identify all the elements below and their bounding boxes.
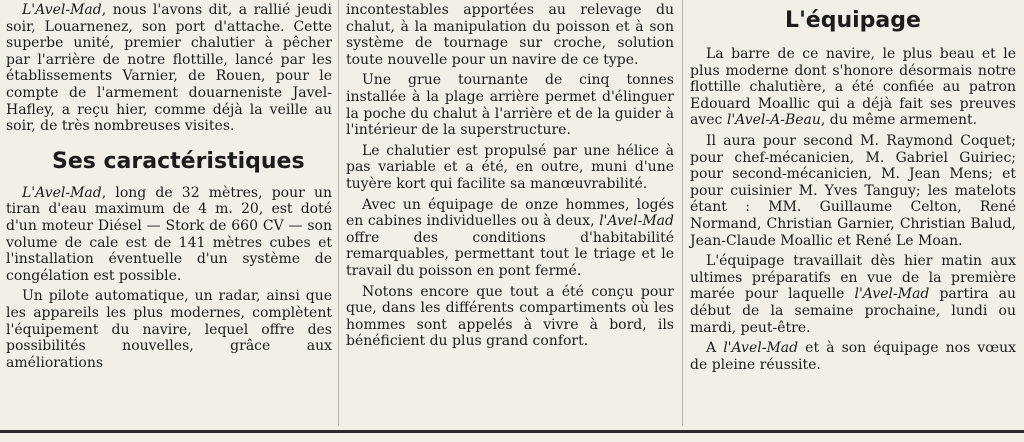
propulsion-paragraph: Le chalutier est propulsé par une hélice à pas variable et a été, en outre, muni d'une tuyère kort qui facilite sa manœuvrabilité. <box>346 142 674 192</box>
wishes-paragraph <box>690 340 1016 373</box>
equipment-paragraph: Un pilote automatique, un radar, ainsi que les appareils les plus modernes, complètent l'équipement du navire, lequel offre des possibilités nouvelles, grâce aux améliorations <box>6 288 332 371</box>
improvements-paragraph: incontestables apportées au relevage du chalut, à la manipulation du poisson et à son système de tournage sur croche, solution toute nouvelle pour un navire de ce type. <box>346 2 674 68</box>
intro-text: , nous l'avons dit, a rallié jeudi soir, Louarnenez, son port d'attache. Cette superbe unité, premier chalutier à pêcher par l'arrière de notre flottille, lancé par les établissements Varnier, de Rouen, pour le compte de l'armement douarneniste Javel-Hafley, a reçu hier, comme déjà la veille au soir, de très nombreuses visites. <box>6 2 332 135</box>
ship-name: L'Avel-Mad <box>22 184 102 201</box>
captain-paragraph <box>690 46 1016 129</box>
crew-list-paragraph: Il aura pour second M. Raymond Coquet; pour chef-mécanicien, M. Gabriel Guiriec; pour second-mécanicien, M. Jean Mens; et pour cuisinier M. Yves Tanguy; les matelots étant : MM. Guillaume Celton, René Normand, Christian Garnier, Christian Balud, Jean-Claude Moallic et René Le Moan. <box>690 132 1016 249</box>
article-column-1 <box>6 2 332 375</box>
characteristics-text: , long de 32 mètres, pour un tiran d'eau maximum de 4 m. 20, est doté d'un moteur Diésel — Stork de 660 CV — son volume de cale est de 141 mètres cubes et l'installation éventuelle d'un système de congélation est possible. <box>6 184 332 284</box>
ship-name: l'Avel-Mad <box>599 213 674 230</box>
column-divider <box>682 0 683 426</box>
preparations-paragraph <box>690 253 1016 336</box>
captain-text-b: , du même armement. <box>820 112 978 129</box>
wishes-text-a: A <box>706 340 724 357</box>
column-divider <box>338 0 339 426</box>
captain-text-a: La barre de ce navire, le plus beau et le plus moderne dont s'honore désormais notre flottille chalutière, a été confiée au patron Edouard Moallic qui a déjà fait ses preuves avec <box>690 46 1016 129</box>
section-heading-characteristics: Ses caractéristiques <box>52 148 305 174</box>
quarters-text-b: offre des conditions d'habitabilité remarquables, permettant tout le triage et le travail du poisson en pont fermé. <box>346 229 674 279</box>
crane-paragraph: Une grue tournante de cinq tonnes installée à la plage arrière permet d'élinguer la poche du chalut à l'arrière et de la guider à l'intérieur de la superstructure. <box>346 72 674 139</box>
preparations-text-b: partira au début de la semaine prochaine, lundi ou mardi, peut-être. <box>690 286 1016 336</box>
ship-name: l'Avel-Mad <box>854 286 930 303</box>
article-column-3 <box>690 2 1016 377</box>
ship-name: l'Avel-Mad <box>723 340 799 357</box>
section-heading-crew: L'équipage <box>785 8 921 33</box>
quarters-text-a: Avec un équipage de onze hommes, logés en cabines individuelles ou à deux, <box>346 196 674 230</box>
comfort-paragraph: Notons encore que tout a été conçu pour que, dans les différents compartiments où les hommes sont appelés à vivre à bord, ils bénéficient du plus grand confort. <box>346 283 674 350</box>
preparations-text-a: L'équipage travaillait dès hier matin aux ultimes préparatifs en vue de la première marée pour laquelle <box>690 253 1016 303</box>
wishes-text-b: et à son équipage nos vœux de pleine réussite. <box>690 340 1016 373</box>
ship-name: L'Avel-Mad <box>22 2 102 18</box>
characteristics-paragraph <box>6 185 332 285</box>
article-column-2 <box>346 2 674 354</box>
ship-name: l'Avel-A-Beau <box>726 112 821 129</box>
intro-paragraph <box>6 2 332 135</box>
bottom-rule <box>0 430 1024 433</box>
crew-quarters-paragraph <box>346 197 674 280</box>
